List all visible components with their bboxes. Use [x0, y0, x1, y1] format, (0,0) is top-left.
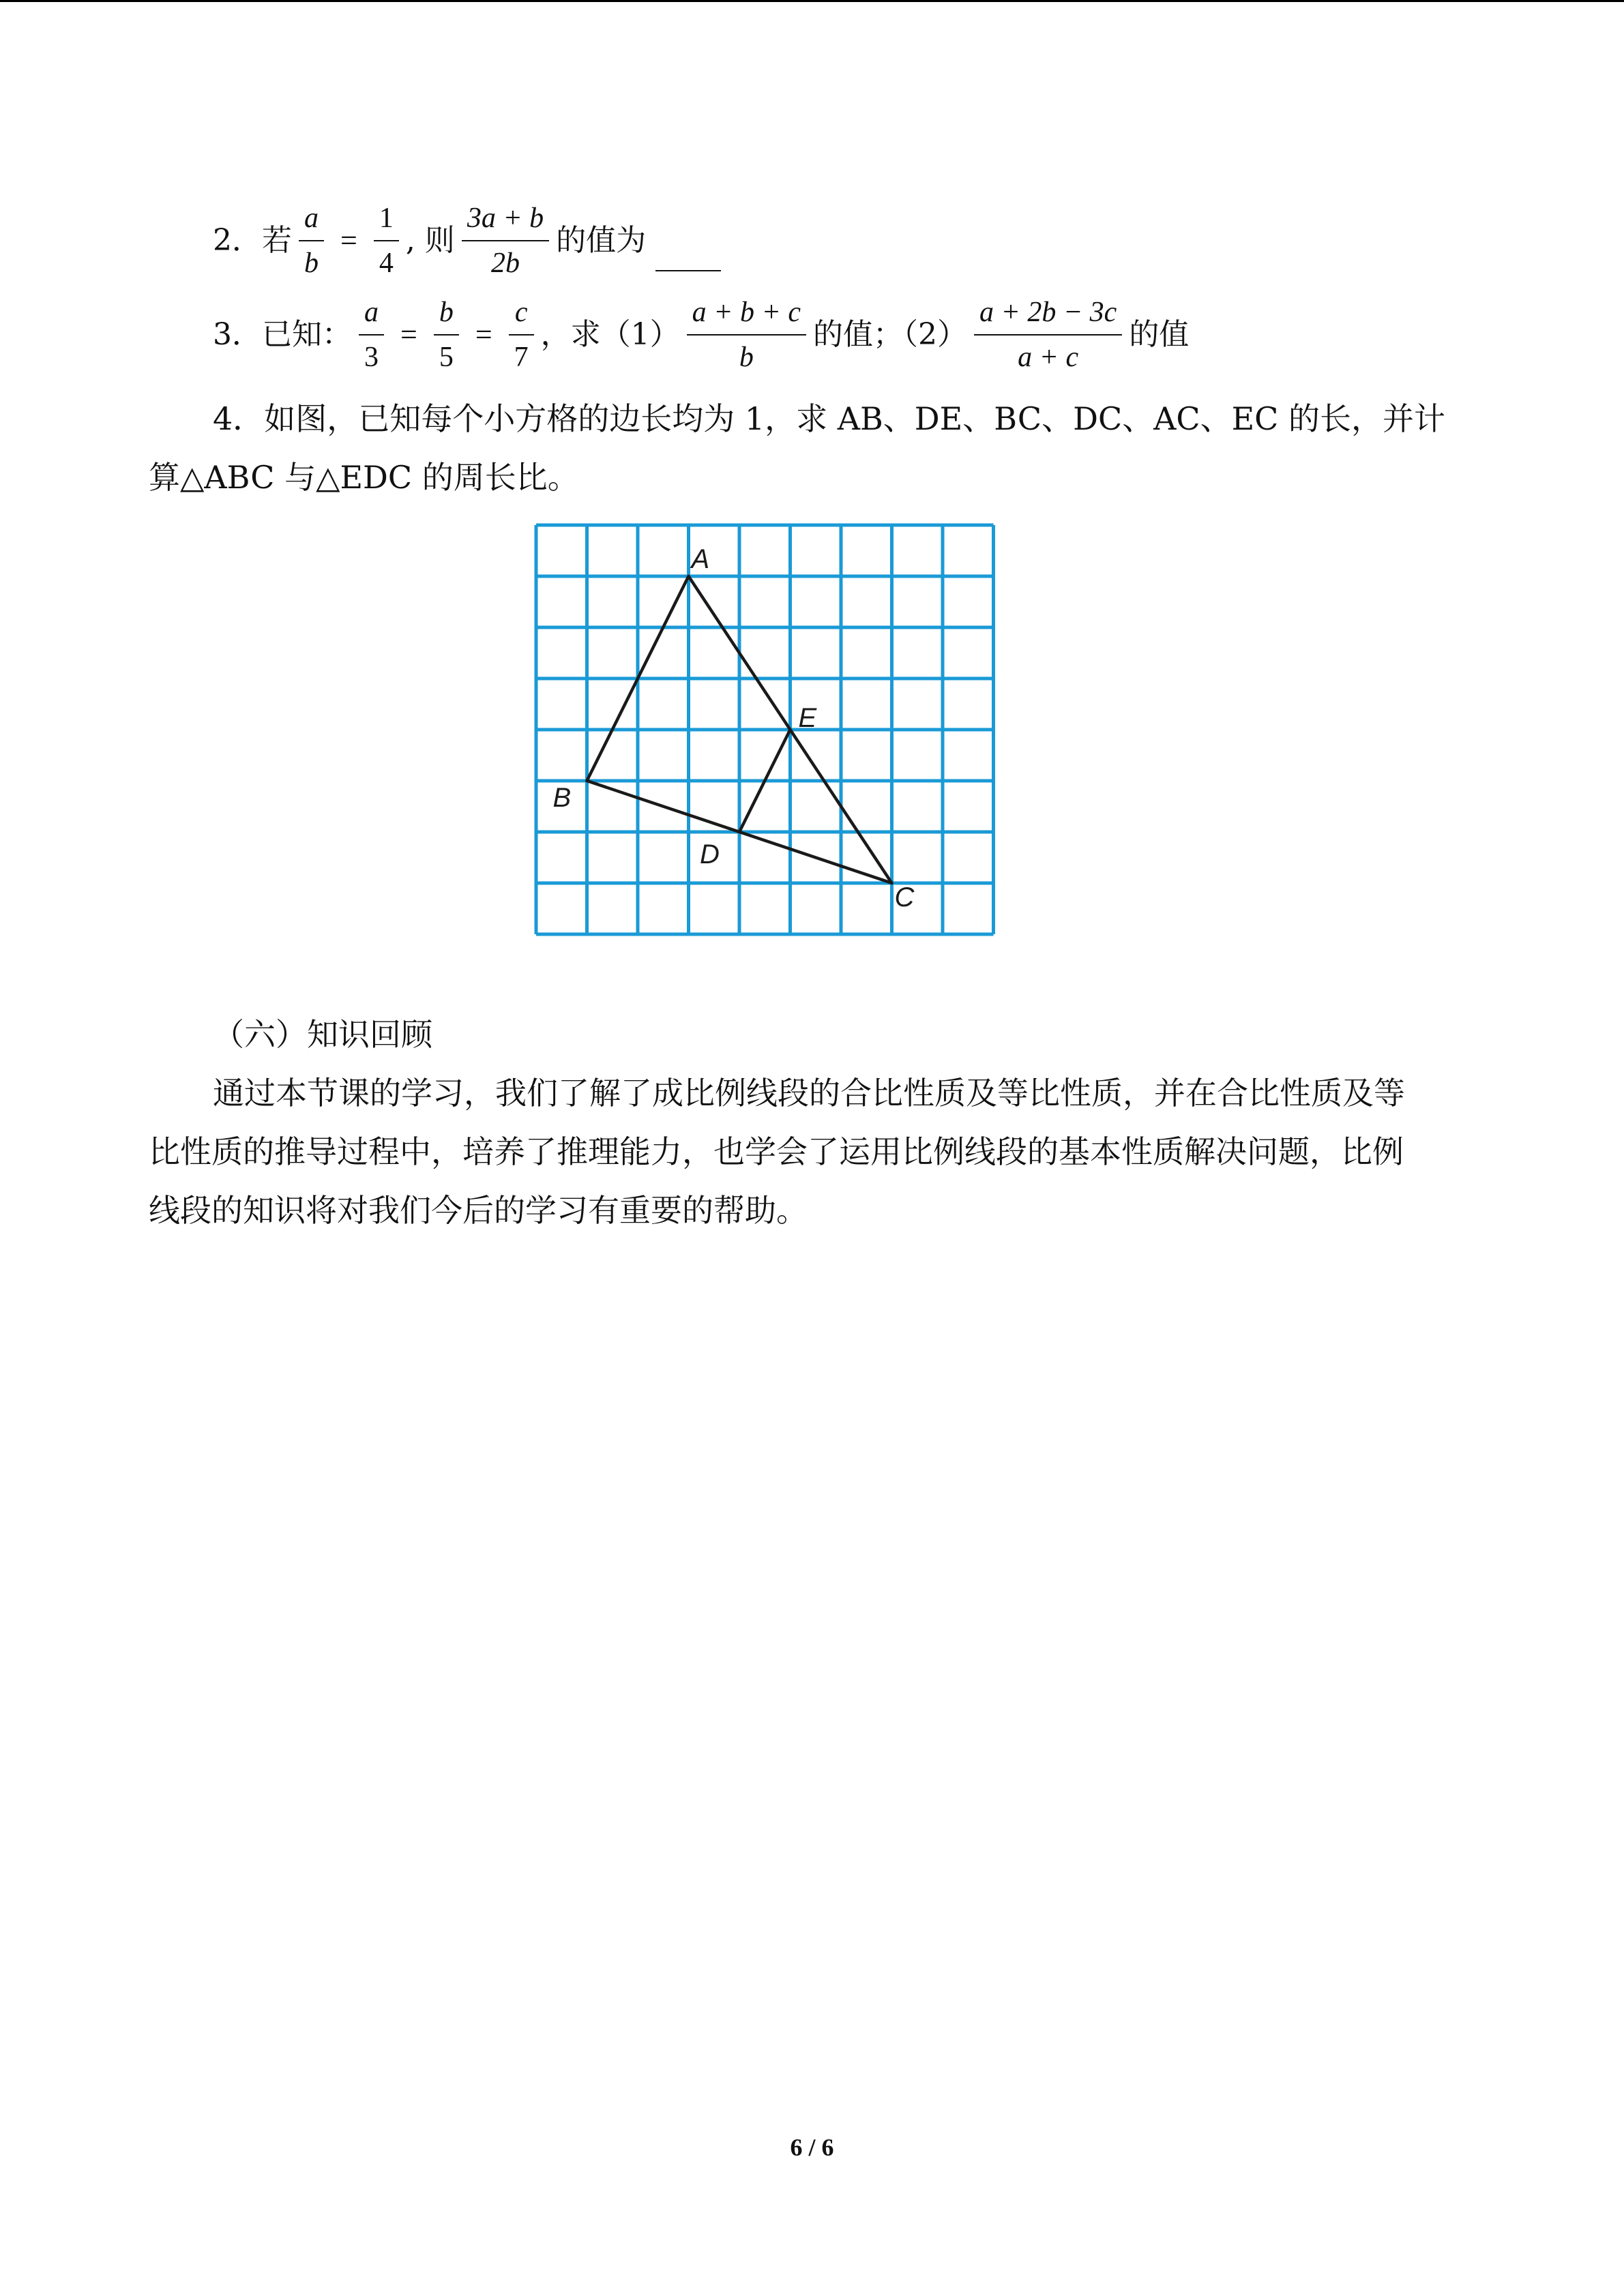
fraction-b-over-5: $\frac{b}{5}$: [434, 297, 459, 372]
fraction-expression-over-a-plus-c: $\frac{a + 2b - 3c}{a + c}$: [974, 297, 1122, 372]
point-label-C: C: [894, 882, 915, 912]
point-label-E: E: [798, 703, 817, 733]
section-6-paragraph-line-2: 比性质的推导过程中，培养了推理能力，也学会了运用比例线段的基本性质解决问题，比例: [149, 1133, 1404, 1170]
fraction-3a-plus-b-over-2b: $\frac{3a + b}{2b}$: [462, 203, 549, 278]
q3-ask1: ，求（1）: [540, 317, 680, 353]
fraction-sum-over-b: $\frac{a + b + c}{b}$: [687, 297, 806, 372]
answer-blank[interactable]: [655, 267, 721, 271]
question-2: 2．若 $\frac{a}{b}$ = $\frac{1}{4}$ , 则 $\frac{3a + b}{2b}$ 的值为: [213, 203, 721, 278]
triangle-grid-figure: [525, 518, 1003, 941]
q2-number: 2．若: [213, 223, 292, 258]
q4-line-2: 算△ABC 与△EDC 的周长比。: [149, 459, 579, 496]
question-3: 3．已知： $\frac{a}{3}$ = $\frac{b}{5}$ = $\frac{c}{7}$ ，求（1） $\frac{a + b + c}{b}$ 的值；（2） $\frac{a + 2b - 3c}{a + c}$ 的值: [213, 297, 1190, 374]
section-6-paragraph-line-1: 通过本节课的学习，我们了解了成比例线段的合比性质及等比性质，并在合比性质及等: [213, 1075, 1405, 1112]
q3-tail: 的值: [1129, 317, 1190, 353]
section-6-heading: （六）知识回顾: [213, 1016, 432, 1053]
q3-number: 3．已知：: [213, 317, 352, 353]
fraction-c-over-7: $\frac{c}{7}$: [509, 297, 534, 372]
q4-line-1: 4．如图，已知每个小方格的边长均为 1，求 AB、DE、BC、DC、AC、EC 的长，并计: [213, 400, 1446, 437]
page-number: 6 / 6: [790, 2134, 834, 2161]
point-label-A: A: [691, 544, 710, 574]
q2-then: , 则: [405, 223, 455, 258]
fraction-one-quarter: $\frac{1}{4}$: [374, 203, 399, 278]
point-label-B: B: [552, 783, 572, 813]
fraction-a-over-b: $\frac{a}{b}$: [299, 203, 324, 278]
point-label-D: D: [700, 839, 720, 869]
fraction-a-over-3: $\frac{a}{3}$: [359, 297, 384, 372]
top-border-rule: [0, 0, 1624, 2]
question-4: [149, 389, 1445, 507]
q3-mid: 的值；（2）: [812, 317, 967, 353]
section-6-paragraph-line-3: 线段的知识将对我们今后的学习有重要的帮助。: [149, 1192, 808, 1229]
section-6: [149, 1005, 1405, 1240]
q2-tail: 的值为: [556, 223, 647, 258]
